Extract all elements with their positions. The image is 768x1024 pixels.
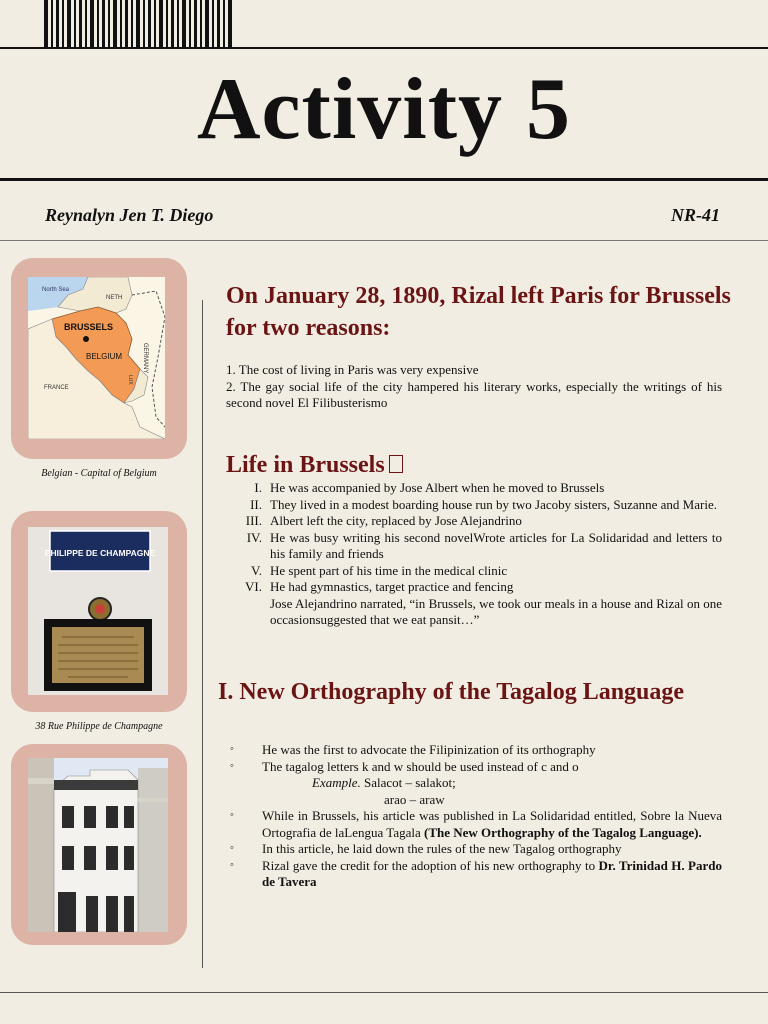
- missing-glyph-box: [389, 455, 403, 473]
- street-sign-text: PHILIPPE DE CHAMPAGNE: [44, 548, 156, 558]
- section3-list: [226, 742, 722, 891]
- section1-item-2: 2. The gay social life of the city hampered his literary works, especially the writings of his second novel El Filibusterismo: [226, 378, 722, 410]
- column-divider: [202, 300, 203, 968]
- list-item: III. Albert left the city, replaced by Jose Alejandrino: [245, 513, 522, 528]
- map-label-belgium: BELGIUM: [86, 352, 123, 361]
- list-item: ◦ The tagalog letters k and w should be used instead of c and o Example. Salacot – salakot; arao – araw: [226, 759, 722, 809]
- top-rule: [0, 47, 768, 49]
- map-label-north-sea: North Sea: [42, 287, 70, 293]
- map-label-neth: NETH: [106, 295, 123, 301]
- list-item: V. He spent part of his time in the medical clinic: [251, 562, 508, 578]
- student-code: NR-41: [671, 205, 720, 225]
- list-item: ◦ Rizal gave the credit for the adoption of his new orthography to Dr. Trinidad H. Pardo de Tavera: [230, 857, 722, 889]
- list-item: VI. He had gymnastics, target practice and fencing: [245, 579, 514, 594]
- title-rule: [0, 178, 768, 181]
- list-item: II. They lived in a modest boarding house run by two Jacoby sisters, Suzanne and Marie.: [250, 496, 717, 512]
- map-label-brussels: BRUSSELS: [64, 322, 114, 332]
- example-line-2: arao – araw: [384, 791, 445, 807]
- map-label-germany: GERMANY: [142, 343, 148, 374]
- map-image-frame: [11, 258, 187, 459]
- map-caption: Belgian - Capital of Belgium: [41, 468, 157, 479]
- page-title: Activity 5: [196, 61, 572, 158]
- map-label-lux: LUX: [127, 375, 133, 385]
- list-item: I. He was accompanied by Jose Albert when he moved to Brussels: [254, 480, 605, 495]
- map-label-france: FRANCE: [44, 385, 69, 391]
- footer-rule: [0, 992, 768, 993]
- list-item: ◦ While in Brussels, his article was published in La Solidaridad entitled, Sobre la Nueva Ortografia de laLengua Tagala (The New Orthography of the Tagalog Language).: [230, 808, 722, 840]
- plaque-caption: 38 Rue Philippe de Champagne: [35, 721, 163, 732]
- list-item: IV. He was busy writing his second novelWrote articles for La Solidaridad and letters to his family and friends: [246, 529, 722, 561]
- list-item: ◦ In this article, he laid down the rules of the new Tagalog orthography: [230, 841, 622, 856]
- building-photo: [28, 758, 168, 932]
- header-rule: [0, 240, 768, 241]
- section3-heading: I. New Orthography of the Tagalog Language: [218, 679, 685, 705]
- list-item: ◦ He was the first to advocate the Filipinization of its orthography: [230, 742, 596, 757]
- author-name: Reynalyn Jen T. Diego: [45, 205, 214, 225]
- section2-heading: Life in Brussels: [226, 450, 626, 480]
- plaque-photo: [28, 527, 168, 695]
- example-line: Example. Salacot – salakot;: [312, 775, 456, 790]
- list-item-quote: Jose Alejandrino narrated, “in Brussels, we took our meals in a house and Rizal on one occasionsuggested that we eat pansit…”: [270, 595, 722, 627]
- section1-list: [226, 362, 722, 412]
- section1-item-1: 1. The cost of living in Paris was very expensive: [226, 362, 479, 377]
- section1-heading: On January 28, 1890, Rizal left Paris for Brussels for two reasons:: [226, 283, 731, 341]
- barcode-graphic: [42, 0, 234, 48]
- belgium-map-image: [28, 277, 165, 439]
- section2-list: [226, 480, 722, 629]
- plaque-image-frame: [11, 511, 187, 712]
- building-image-frame: [11, 744, 187, 945]
